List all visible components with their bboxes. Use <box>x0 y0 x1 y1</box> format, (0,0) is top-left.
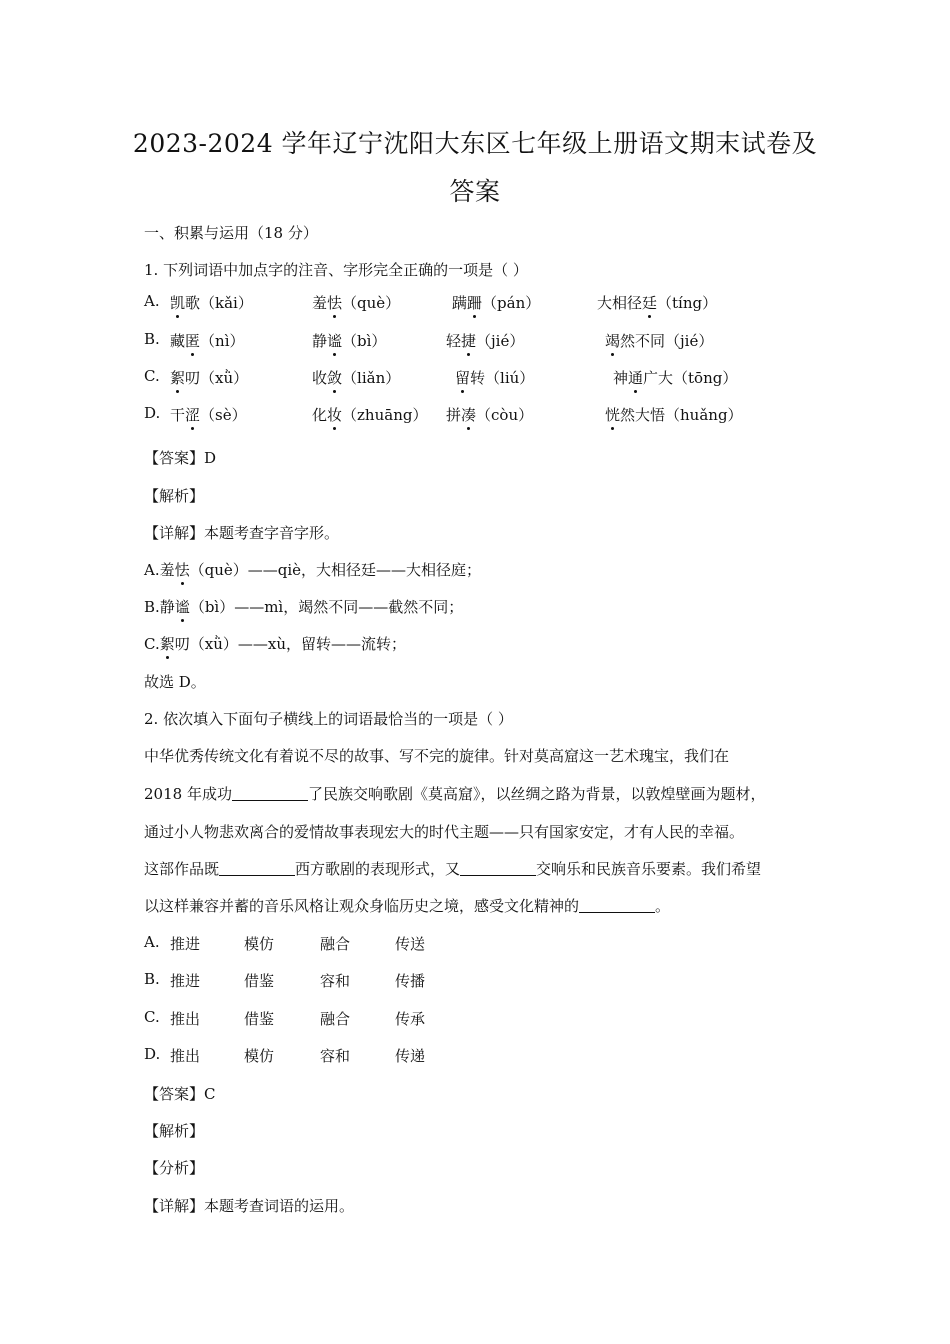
option-word: 融合 <box>320 1010 351 1028</box>
option-word: 传递 <box>395 1047 426 1065</box>
emphasis-dot-char: 廷 <box>642 294 658 312</box>
option-word: 模仿 <box>244 935 275 953</box>
option-word: 借鉴 <box>244 972 275 990</box>
emphasis-dot-char: 妆 <box>327 406 343 424</box>
option-word: 蹒跚（pán） <box>452 294 541 312</box>
question-1-conclusion: 故选 D。 <box>144 673 206 691</box>
emphasis-dot-char: 通 <box>628 369 644 387</box>
correction-note: C.絮叨（xǜ）——xù，留转——流转； <box>144 635 406 653</box>
option-word: 轻捷（jié） <box>446 332 525 350</box>
option-label: D. <box>144 404 161 422</box>
emphasis-dot-char: 谧 <box>174 598 190 616</box>
option-word: 静谧（bì） <box>312 332 387 350</box>
emphasis-dot-char: 涩 <box>185 406 201 424</box>
option-word: 恍然大悟（huǎng） <box>605 406 743 424</box>
option-label: C. <box>144 367 160 385</box>
option-word: 推进 <box>170 935 201 953</box>
question-2-analysis-sub: 【分析】 <box>144 1159 205 1177</box>
option-word: 传播 <box>395 972 426 990</box>
emphasis-dot-char: 恍 <box>605 406 621 424</box>
question-1-detail: 【详解】本题考查字音字形。 <box>144 524 340 542</box>
emphasis-dot-char: 留 <box>455 369 471 387</box>
emphasis-dot-char: 捷 <box>461 332 477 350</box>
question-2-analysis: 【解析】 <box>144 1122 205 1140</box>
passage-line: 通过小人物悲欢离合的爱情故事表现宏大的时代主题——只有国家安定，才有人民的幸福。 <box>144 823 745 841</box>
emphasis-dot-char: 怯 <box>174 561 190 579</box>
passage-line: 这部作品既 西方歌剧的表现形式，又 交响乐和民族音乐要素。我们希望 <box>144 860 762 878</box>
option-word: 容和 <box>320 1047 351 1065</box>
emphasis-dot-char: 谧 <box>327 332 343 350</box>
option-word: 絮叨（xǜ） <box>170 369 249 387</box>
document-title-line1: 2023-2024 学年辽宁沈阳大东区七年级上册语文期末试卷及 <box>132 129 818 158</box>
emphasis-dot-char: 跚 <box>467 294 483 312</box>
option-word: 大相径廷（tíng） <box>597 294 718 312</box>
option-word: 干涩（sè） <box>170 406 247 424</box>
option-label: A. <box>144 933 160 951</box>
option-label: D. <box>144 1045 161 1063</box>
emphasis-dot-char: 絮 <box>170 369 186 387</box>
option-word: 拼凑（còu） <box>446 406 534 424</box>
option-word: 传承 <box>395 1010 426 1028</box>
option-word: 神通广大（tōng） <box>613 369 738 387</box>
passage-line: 中华优秀传统文化有着说不尽的故事、写不完的旋律。针对莫高窟这一艺术瑰宝，我们在 <box>144 747 730 765</box>
option-label: B. <box>144 970 160 988</box>
fill-blank <box>232 786 308 801</box>
option-word: 模仿 <box>244 1047 275 1065</box>
option-word: 竭然不同（jié） <box>605 332 714 350</box>
option-word: 羞怯（què） <box>312 294 401 312</box>
fill-blank <box>460 861 536 876</box>
option-word: 推进 <box>170 972 201 990</box>
emphasis-dot-char: 凯 <box>170 294 186 312</box>
correction-note: B.静谧（bì）——mì，竭然不同——截然不同； <box>144 598 464 616</box>
option-word: 藏匿（nì） <box>170 332 245 350</box>
option-label: A. <box>144 292 160 310</box>
option-word: 化妆（zhuāng） <box>312 406 428 424</box>
emphasis-dot-char: 竭 <box>605 332 621 350</box>
document-title-line2: 答案 <box>449 177 501 206</box>
question-2-answer: 【答案】C <box>144 1085 216 1103</box>
option-label: C. <box>144 1008 160 1026</box>
question-1-stem: 1. 下列词语中加点字的注音、字形完全正确的一项是（ ） <box>144 261 528 279</box>
emphasis-dot-char: 凑 <box>461 406 477 424</box>
emphasis-dot-char: 敛 <box>327 369 343 387</box>
correction-note: A.羞怯（què）——qiè，大相径廷——大相径庭； <box>144 561 482 579</box>
passage-line: 以这样兼容并蓄的音乐风格让观众身临历史之境，感受文化精神的 。 <box>144 897 671 915</box>
option-word: 凯歌（kǎi） <box>170 294 253 312</box>
question-1-answer: 【答案】D <box>144 449 217 467</box>
option-word: 借鉴 <box>244 1010 275 1028</box>
option-label: B. <box>144 330 160 348</box>
section-heading: 一、积累与运用（18 分） <box>144 224 318 242</box>
fill-blank <box>219 861 295 876</box>
question-1-analysis: 【解析】 <box>144 487 205 505</box>
option-word: 传送 <box>395 935 426 953</box>
emphasis-dot-char: 怯 <box>327 294 343 312</box>
fill-blank <box>579 898 655 913</box>
option-word: 推出 <box>170 1047 201 1065</box>
question-2-stem: 2. 依次填入下面句子横线上的词语最恰当的一项是（ ） <box>144 710 513 728</box>
option-word: 融合 <box>320 935 351 953</box>
option-word: 留转（liú） <box>455 369 535 387</box>
passage-line: 2018 年成功 了民族交响歌剧《莫高窟》，以丝绸之路为背景，以敦煌壁画为题材， <box>144 785 766 803</box>
emphasis-dot-char: 絮 <box>159 635 175 653</box>
question-2-detail: 【详解】本题考查词语的运用。 <box>144 1197 355 1215</box>
option-word: 收敛（liǎn） <box>312 369 401 387</box>
emphasis-dot-char: 匿 <box>185 332 201 350</box>
option-word: 推出 <box>170 1010 201 1028</box>
option-word: 容和 <box>320 972 351 990</box>
